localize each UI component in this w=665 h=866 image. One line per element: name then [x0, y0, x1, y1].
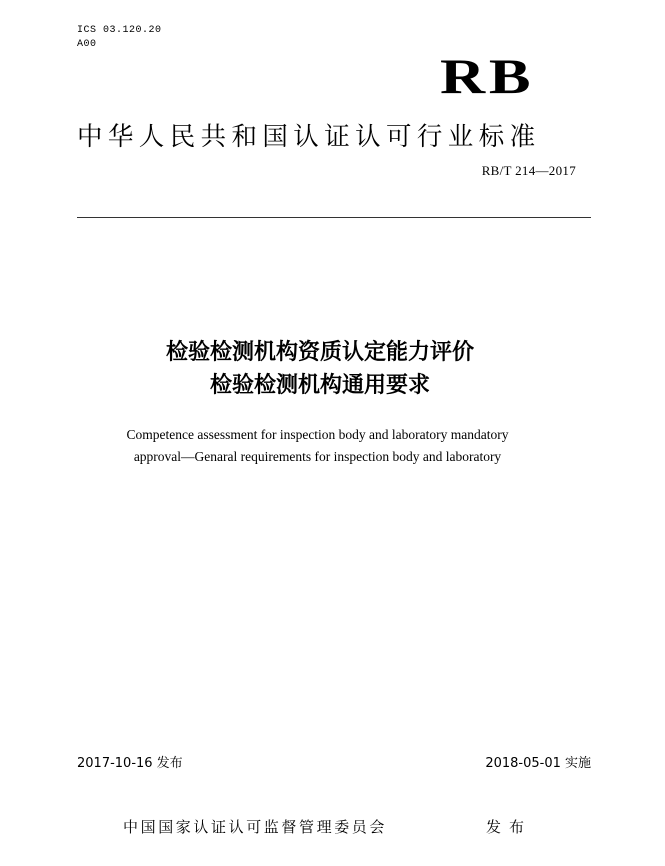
rb-logo: RB [440, 48, 535, 104]
document-title-cn-line2: 检验检测机构通用要求 [209, 373, 430, 398]
header-divider [77, 217, 591, 218]
ics-code: ICS 03.120.20 [77, 25, 162, 36]
standard-type-heading: 中华人民共和国认证认可行业标准 [77, 122, 541, 152]
implementation-date: 2018-05-01 实施 [485, 756, 591, 771]
issue-date: 2017-10-16 发布 [77, 756, 183, 771]
document-title-en-line1: Competence assessment for inspection body and laboratory mandatory [126, 427, 509, 442]
document-title-en-line2: approval—Genaral requirements for inspection body and laboratory [133, 449, 502, 464]
publish-label: 发布 [486, 818, 533, 836]
document-title-cn-line1: 检验检测机构资质认定能力评价 [165, 340, 474, 365]
standard-number: RB/T 214—2017 [481, 163, 576, 178]
publisher-name: 中国国家认证认可监督管理委员会 [123, 818, 388, 836]
classification-code: A00 [77, 39, 97, 50]
ics-classification-block [77, 24, 162, 52]
